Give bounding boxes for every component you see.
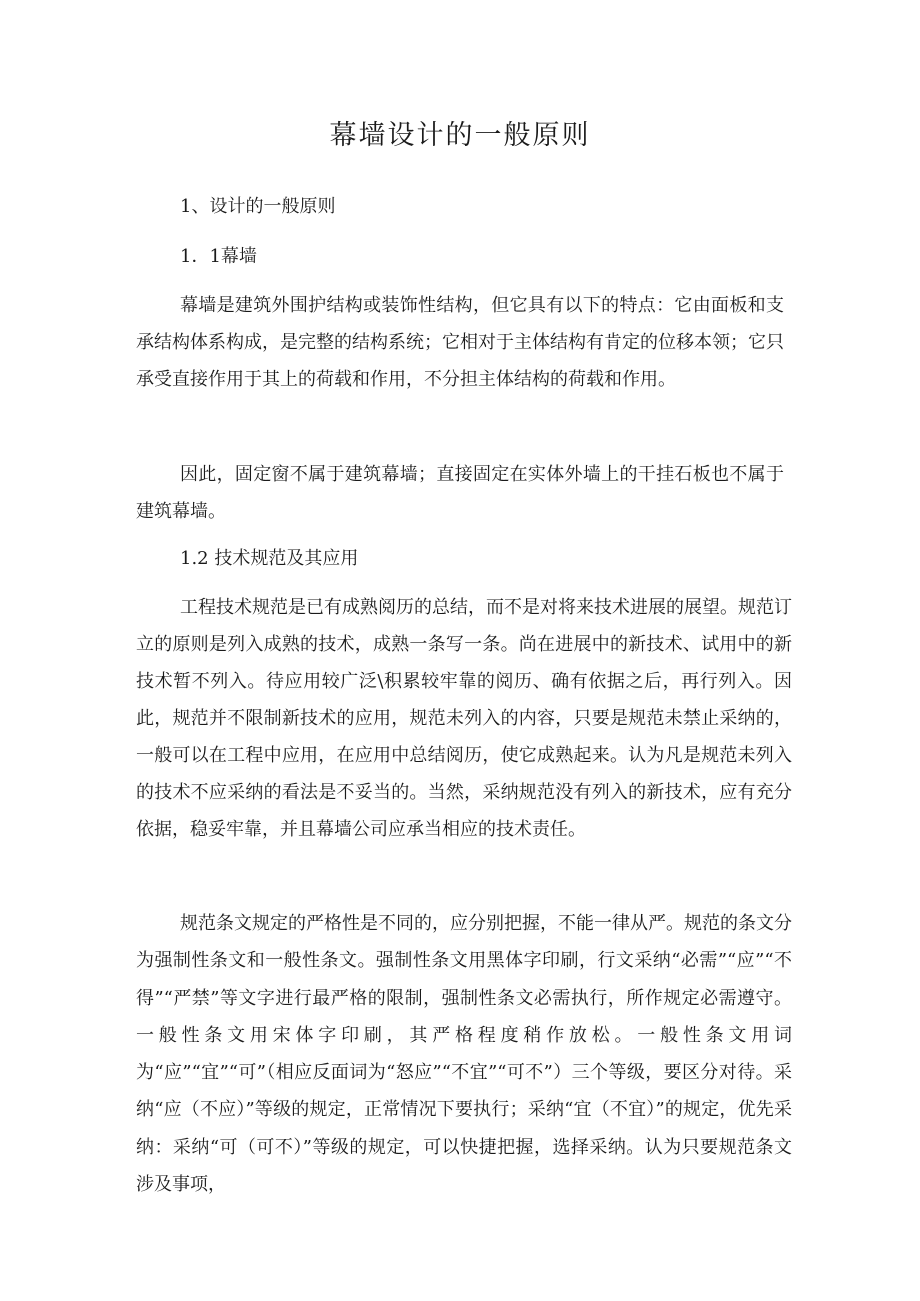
paragraph-4: 规范条文规定的严格性是不同的，应分别把握，不能一律从严。规范的条文分为强制性条文和一般性条文。强制性条文用黑体字印刷，行文采纳“必需”“应”“不得”“严禁”等文字进行最严格的限制，强制性条文必需执行，所作规定必需遵守。一般性条文用宋体字印刷，其严格程度稍作放松。一般性条文用词为“应”“宜”“可”（相应反面词为“怒应”“不宜”“可不”）三个等级，要区分对待。采纳“应（不应）”等级的规定，正常情况下要执行；采纳“宜（不宜）”的规定，优先采纳：采纳“可（可不）”等级的规定，可以快捷把握，选择采纳。认为只要规范条文涉及事项，	[136, 913, 792, 1196]
section-heading-1-1: 1．1幕墙	[180, 246, 257, 267]
document-title: 幕墙设计的一般原则	[329, 120, 591, 151]
section-heading-1-2: 1.2 技术规范及其应用	[180, 548, 359, 569]
paragraph-3: 工程技术规范是已有成熟阅历的总结，而不是对将来技术进展的展望。规范订立的原则是列入成熟的技术，成熟一条写一条。尚在进展中的新技术、试用中的新技术暂不列入。待应用较广泛\积累较牢靠的阅历、确有依据之后，再行列入。因此，规范并不限制新技术的应用，规范未列入的内容，只要是规范未禁止采纳的，一般可以在工程中应用，在应用中总结阅历，使它成熟起来。认为凡是规范未列入的技术不应采纳的看法是不妥当的。当然，采纳规范没有列入的新技术，应有充分依据，稳妥牢靠，并且幕墙公司应承当相应的技术责任。	[136, 597, 792, 840]
paragraph-1: 幕墙是建筑外围护结构或装饰性结构，但它具有以下的特点：它由面板和支承结构体系构成，是完整的结构系统；它相对于主体结构有肯定的位移本领；它只承受直接作用于其上的荷载和作用，不分担主体结构的荷载和作用。	[136, 295, 784, 390]
section-heading-1: 1、设计的一般原则	[180, 196, 336, 217]
paragraph-2: 因此，固定窗不属于建筑幕墙；直接固定在实体外墙上的干挂石板也不属于建筑幕墙。	[136, 464, 784, 522]
